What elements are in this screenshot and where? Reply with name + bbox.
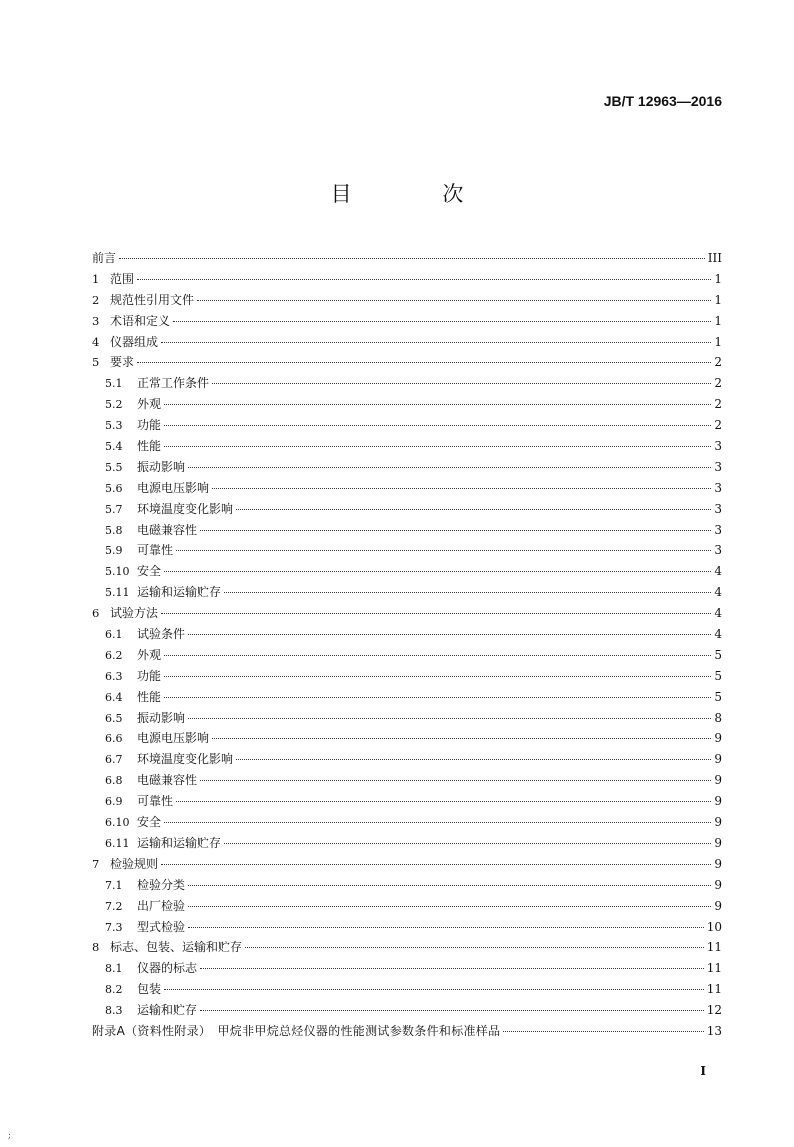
toc-leader-dots xyxy=(164,403,711,405)
toc-entry[interactable] xyxy=(92,540,722,561)
toc-entry-number: 6.8 xyxy=(105,774,123,788)
toc-leader-dots xyxy=(200,967,704,969)
toc-entry-page: 3 xyxy=(714,501,722,516)
toc-entry[interactable] xyxy=(92,854,722,875)
toc-leader-dots xyxy=(245,946,704,948)
toc-entry[interactable] xyxy=(92,582,722,603)
toc-leader-dots xyxy=(236,508,711,510)
toc-entry-label: 功能 xyxy=(137,418,162,433)
toc-entry-label: 外观 xyxy=(137,647,162,662)
toc-entry-number: 5.6 xyxy=(105,481,123,495)
toc-entry-number: 5.9 xyxy=(105,544,123,558)
toc-entry-page: 9 xyxy=(714,815,722,830)
toc-entry-label: 电磁兼容性 xyxy=(137,773,198,788)
toc-entry[interactable] xyxy=(92,728,722,749)
toc-entry-label: 可靠性 xyxy=(137,794,174,809)
toc-entry-number: 6 xyxy=(92,606,100,621)
toc-entry[interactable] xyxy=(92,937,722,958)
toc-leader-dots xyxy=(212,737,711,739)
toc-entry-label: 运输和运输贮存 xyxy=(137,585,222,600)
toc-entry-page: 11 xyxy=(706,940,722,955)
toc-entry-page: 10 xyxy=(706,919,722,934)
toc-leader-dots xyxy=(200,1009,704,1011)
toc-entry-label: 电磁兼容性 xyxy=(137,522,198,537)
toc-entry-label: 性能 xyxy=(137,689,162,704)
toc-leader-dots xyxy=(212,487,711,489)
toc-entry[interactable] xyxy=(92,645,722,666)
toc-entry[interactable] xyxy=(92,248,722,269)
toc-entry-number: 5.3 xyxy=(105,419,123,433)
toc-entry-page: 4 xyxy=(714,564,722,579)
toc-entry-label: 安全 xyxy=(137,564,162,579)
toc-entry-number: 8 xyxy=(92,940,100,955)
toc-entry-label: 可靠性 xyxy=(137,543,174,558)
toc-entry-number: 7.3 xyxy=(105,920,123,934)
toc-entry[interactable] xyxy=(92,896,722,917)
toc-entry-label: 环境温度变化影响 xyxy=(137,752,234,767)
toc-entry-page: 2 xyxy=(714,418,722,433)
toc-leader-dots xyxy=(164,654,711,656)
toc-entry-page: 1 xyxy=(714,313,722,328)
toc-leader-dots xyxy=(176,549,711,551)
standard-code: JB/T 12963—2016 xyxy=(603,93,722,109)
toc-entry[interactable] xyxy=(92,1000,722,1021)
toc-entry-number: 5.8 xyxy=(105,523,123,537)
toc-entry-page: 11 xyxy=(706,982,722,997)
toc-entry-page: 9 xyxy=(714,794,722,809)
toc-entry-label: 功能 xyxy=(137,668,162,683)
toc-entry[interactable] xyxy=(92,603,722,624)
toc-leader-dots xyxy=(224,842,711,844)
toc-leader-dots xyxy=(173,320,711,322)
toc-entry-page: 9 xyxy=(714,898,722,913)
toc-entry[interactable] xyxy=(92,269,722,290)
toc-entry-number: 6.9 xyxy=(105,795,123,809)
toc-entry-page: 3 xyxy=(714,522,722,537)
table-of-contents xyxy=(92,248,722,1042)
toc-entry-page: 4 xyxy=(714,585,722,600)
toc-leader-dots xyxy=(236,758,711,760)
toc-leader-dots xyxy=(164,821,711,823)
toc-entry[interactable] xyxy=(92,1021,722,1042)
toc-entry-page: 9 xyxy=(714,877,722,892)
toc-entry-number: 8.1 xyxy=(105,962,123,976)
toc-entry-number: 7.1 xyxy=(105,878,123,892)
toc-leader-dots xyxy=(188,717,711,719)
toc-entry[interactable] xyxy=(92,373,722,394)
toc-entry-page: 9 xyxy=(714,773,722,788)
toc-leader-dots xyxy=(176,800,711,802)
toc-leader-dots xyxy=(188,905,711,907)
toc-entry[interactable] xyxy=(92,457,722,478)
toc-entry-number: 5.2 xyxy=(105,398,123,412)
toc-leader-dots xyxy=(137,361,711,363)
toc-entry[interactable] xyxy=(92,436,722,457)
toc-entry-page: 3 xyxy=(714,480,722,495)
toc-entry-label: 检验分类 xyxy=(137,877,186,892)
toc-entry[interactable] xyxy=(92,958,722,979)
toc-leader-dots xyxy=(200,529,711,531)
toc-leader-dots xyxy=(119,257,705,259)
toc-leader-dots xyxy=(137,278,711,280)
toc-leader-dots xyxy=(164,675,711,677)
toc-leader-dots xyxy=(164,424,711,426)
toc-entry-label: 标志、包装、运输和贮存 xyxy=(110,940,243,955)
toc-entry-page: 5 xyxy=(714,689,722,704)
toc-entry-page: 1 xyxy=(714,334,722,349)
toc-leader-dots xyxy=(161,863,711,865)
toc-entry-number: 8.2 xyxy=(105,983,123,997)
toc-entry-label: 环境温度变化影响 xyxy=(137,501,234,516)
toc-entry-number: 2 xyxy=(92,292,100,307)
toc-entry-page: 3 xyxy=(714,459,722,474)
toc-entry-number: 7 xyxy=(92,856,100,871)
toc-entry[interactable] xyxy=(92,708,722,729)
toc-entry-number: 5.5 xyxy=(105,460,123,474)
toc-leader-dots xyxy=(164,696,711,698)
toc-entry-page: 4 xyxy=(714,606,722,621)
toc-entry-label: 术语和定义 xyxy=(110,313,171,328)
toc-entry-number: 1 xyxy=(92,271,100,286)
toc-leader-dots xyxy=(503,1030,703,1032)
toc-entry-number: 7.2 xyxy=(105,899,123,913)
toc-leader-dots xyxy=(161,612,711,614)
toc-entry-page: 9 xyxy=(714,856,722,871)
toc-entry-number: 6.6 xyxy=(105,732,123,746)
toc-entry-number: 3 xyxy=(92,313,100,328)
toc-entry-label: 仪器的标志 xyxy=(137,961,198,976)
toc-entry[interactable] xyxy=(92,624,722,645)
toc-entry-number: 6.5 xyxy=(105,711,123,725)
toc-entry-number: 6.7 xyxy=(105,753,123,767)
toc-leader-dots xyxy=(164,988,704,990)
toc-entry-label: 包装 xyxy=(137,982,162,997)
toc-entry-page: 12 xyxy=(706,1003,722,1018)
toc-entry-label: 振动影响 xyxy=(137,710,186,725)
toc-entry[interactable] xyxy=(92,520,722,541)
toc-leader-dots xyxy=(164,445,711,447)
toc-entry[interactable] xyxy=(92,875,722,896)
toc-leader-dots xyxy=(164,570,711,572)
toc-entry-number: 4 xyxy=(92,334,100,349)
toc-entry[interactable] xyxy=(92,332,722,353)
toc-entry-number: 6.3 xyxy=(105,669,123,683)
toc-entry-label: 试验条件 xyxy=(137,627,186,642)
toc-entry-page: 9 xyxy=(714,835,722,850)
toc-entry-page: 2 xyxy=(714,376,722,391)
toc-entry-page: 9 xyxy=(714,752,722,767)
toc-entry-label: 运输和运输贮存 xyxy=(137,835,222,850)
toc-leader-dots xyxy=(188,926,704,928)
toc-entry[interactable] xyxy=(92,394,722,415)
page-title: 目 次 xyxy=(330,182,506,206)
toc-entry-page: 3 xyxy=(714,543,722,558)
toc-leader-dots xyxy=(197,299,711,301)
toc-entry-page: III xyxy=(707,251,722,265)
toc-entry[interactable] xyxy=(92,311,722,332)
toc-entry-label: 要求 xyxy=(110,355,135,370)
toc-entry-number: 6.10 xyxy=(105,816,130,830)
toc-entry-page: 1 xyxy=(714,292,722,307)
toc-entry-page: 1 xyxy=(714,271,722,286)
toc-entry-number: 6.4 xyxy=(105,690,123,704)
toc-entry-label: 安全 xyxy=(137,815,162,830)
toc-leader-dots xyxy=(200,779,711,781)
toc-entry-label: 电源电压影响 xyxy=(137,731,210,746)
toc-entry-label: 前言 xyxy=(92,251,117,265)
toc-entry-number: 6.2 xyxy=(105,648,123,662)
footer-page-number: I xyxy=(700,1064,706,1078)
toc-entry-page: 4 xyxy=(714,627,722,642)
toc-entry-page: 5 xyxy=(714,647,722,662)
toc-entry-label: 外观 xyxy=(137,397,162,412)
toc-entry-label: 性能 xyxy=(137,439,162,454)
toc-entry-number: 5.11 xyxy=(105,586,130,600)
toc-entry-number: 5.10 xyxy=(105,565,130,579)
toc-entry-page: 2 xyxy=(714,397,722,412)
toc-entry-number: 5.7 xyxy=(105,502,123,516)
toc-entry-number: 6.1 xyxy=(105,628,123,642)
toc-entry-label: 检验规则 xyxy=(110,856,159,871)
toc-entry-page: 8 xyxy=(714,710,722,725)
toc-entry[interactable] xyxy=(92,791,722,812)
toc-entry-number: 5.1 xyxy=(105,377,123,391)
toc-entry-label: 规范性引用文件 xyxy=(110,292,195,307)
toc-entry-label: 型式检验 xyxy=(137,919,186,934)
toc-leader-dots xyxy=(188,633,711,635)
toc-entry-number: 8.3 xyxy=(105,1004,123,1018)
toc-entry[interactable] xyxy=(92,352,722,373)
toc-entry-label: 范围 xyxy=(110,271,135,286)
toc-entry-label: 出厂检验 xyxy=(137,898,186,913)
toc-entry[interactable] xyxy=(92,415,722,436)
toc-entry-label: 正常工作条件 xyxy=(137,376,210,391)
toc-leader-dots xyxy=(212,382,711,384)
toc-entry-page: 2 xyxy=(714,355,722,370)
toc-entry[interactable] xyxy=(92,749,722,770)
toc-leader-dots xyxy=(224,591,711,593)
toc-entry-label: 仪器组成 xyxy=(110,334,159,349)
toc-leader-dots xyxy=(188,884,711,886)
toc-entry[interactable] xyxy=(92,666,722,687)
toc-entry[interactable] xyxy=(92,833,722,854)
toc-entry[interactable] xyxy=(92,478,722,499)
toc-entry-label: 振动影响 xyxy=(137,459,186,474)
toc-entry-label: 运输和贮存 xyxy=(137,1003,198,1018)
toc-entry[interactable] xyxy=(92,979,722,1000)
toc-leader-dots xyxy=(188,466,711,468)
toc-entry-page: 11 xyxy=(706,961,722,976)
toc-entry[interactable] xyxy=(92,561,722,582)
toc-entry[interactable] xyxy=(92,917,722,938)
toc-entry[interactable] xyxy=(92,499,722,520)
toc-entry[interactable] xyxy=(92,770,722,791)
toc-entry-page: 13 xyxy=(706,1023,722,1038)
toc-entry-page: 5 xyxy=(714,668,722,683)
toc-entry-label: 电源电压影响 xyxy=(137,480,210,495)
toc-entry-number: 5 xyxy=(92,355,100,370)
toc-entry-label: 试验方法 xyxy=(110,606,159,621)
toc-entry-number: 5.4 xyxy=(105,440,123,454)
toc-entry[interactable] xyxy=(92,812,722,833)
toc-entry-page: 3 xyxy=(714,439,722,454)
corner-mark: ; xyxy=(8,1131,12,1141)
toc-entry-number: 6.11 xyxy=(105,836,130,850)
toc-entry-page: 9 xyxy=(714,731,722,746)
toc-entry-label: 附录A（资料性附录） 甲烷非甲烷总烃仪器的性能测试参数条件和标准样品 xyxy=(92,1023,501,1038)
toc-entry[interactable] xyxy=(92,290,722,311)
toc-leader-dots xyxy=(161,341,711,343)
toc-entry[interactable] xyxy=(92,687,722,708)
